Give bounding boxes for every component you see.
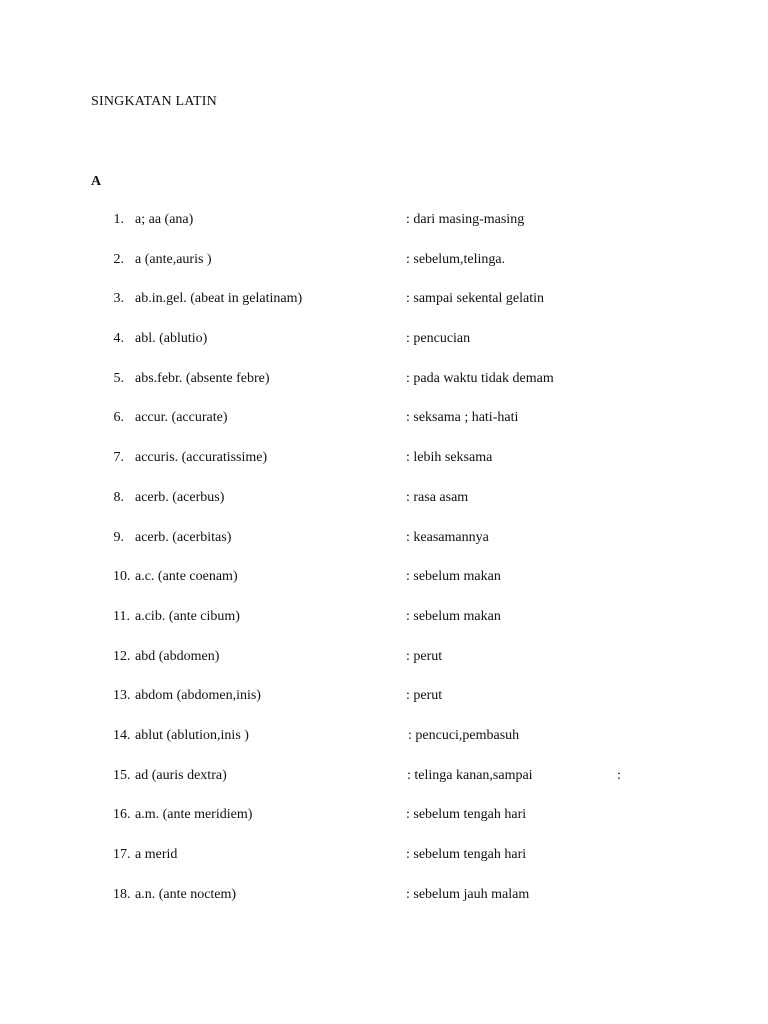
entry-meaning: : sebelum tengah hari: [406, 847, 527, 862]
entry-meaning: : pencuci,pembasuh: [408, 727, 520, 743]
entry-meaning: : pada waktu tidak demam: [406, 370, 554, 386]
entry-meaning: : sebelum jauh malam: [406, 886, 530, 902]
entry-number: 15.: [113, 767, 131, 783]
list-item: [0, 450, 768, 490]
entry-meaning: : rasa asam: [406, 489, 469, 505]
list-item: [0, 847, 768, 887]
entry-number: 17.: [113, 847, 131, 862]
entry-term: a.m. (ante meridiem): [135, 807, 253, 823]
stray-colon: :: [617, 767, 621, 783]
section-heading: A: [91, 174, 102, 189]
entry-term: accuris. (accuratissime): [135, 450, 268, 466]
list-item: [0, 728, 768, 768]
entry-number: 13.: [113, 688, 131, 704]
entry-number: 12.: [113, 648, 131, 664]
abbreviation-list: [0, 212, 768, 926]
entry-term: ad (auris dextra): [135, 767, 227, 783]
list-item: [0, 530, 768, 570]
list-item: [0, 252, 768, 292]
entry-meaning: : perut: [406, 648, 443, 664]
entry-term: accur. (accurate): [135, 410, 228, 426]
entry-meaning: : sebelum tengah hari: [406, 807, 527, 823]
list-item: [0, 490, 768, 530]
entry-meaning: : sampai sekental gelatin: [406, 291, 545, 307]
entry-term: ab.in.gel. (abeat in gelatinam): [135, 291, 303, 307]
entry-term: a merid: [135, 847, 178, 862]
list-item: [0, 371, 768, 411]
entry-number: 5.: [113, 370, 124, 386]
entry-number: 16.: [113, 807, 131, 823]
entry-term: acerb. (acerbus): [135, 489, 225, 505]
entry-meaning: : seksama ; hati-hati: [406, 410, 519, 426]
entry-meaning: : pencucian: [406, 331, 471, 347]
entry-number: 10.: [113, 569, 131, 585]
entry-term: abl. (ablutio): [135, 331, 208, 347]
entry-meaning: : perut: [406, 688, 443, 704]
list-item: [0, 887, 768, 927]
list-item: [0, 569, 768, 609]
entry-meaning: : keasamannya: [406, 529, 489, 545]
list-item: [0, 410, 768, 450]
entry-term: a.n. (ante noctem): [135, 886, 237, 902]
entry-term: a.c. (ante coenam): [135, 569, 238, 585]
entry-number: 4.: [113, 331, 124, 347]
list-item: [0, 807, 768, 847]
entry-number: 6.: [113, 410, 124, 426]
entry-term: a; aa (ana): [135, 212, 194, 227]
entry-term: acerb. (acerbitas): [135, 529, 232, 545]
list-item: [0, 649, 768, 689]
entry-meaning: : sebelum makan: [406, 569, 501, 585]
entry-meaning: : telinga kanan,sampai: [407, 767, 533, 783]
entry-number: 14.: [113, 727, 131, 743]
entry-number: 1.: [113, 212, 124, 227]
list-item: [0, 768, 768, 808]
document-title: SINGKATAN LATIN: [91, 94, 217, 109]
entry-term: abs.febr. (absente febre): [135, 370, 270, 386]
list-item: [0, 212, 768, 252]
list-item: [0, 291, 768, 331]
entry-number: 3.: [113, 291, 124, 307]
entry-term: abd (abdomen): [135, 648, 220, 664]
entry-term: abdom (abdomen,inis): [135, 688, 261, 704]
entry-meaning: : sebelum,telinga.: [406, 251, 506, 267]
entry-number: 7.: [113, 450, 124, 466]
entry-term: ablut (ablution,inis ): [135, 727, 249, 743]
entry-number: 8.: [113, 489, 124, 505]
list-item: [0, 688, 768, 728]
entry-term: a (ante,auris ): [135, 251, 212, 267]
entry-number: 2.: [113, 251, 124, 267]
entry-meaning: : lebih seksama: [406, 450, 493, 466]
list-item: [0, 609, 768, 649]
entry-number: 11.: [113, 608, 130, 624]
list-item: [0, 331, 768, 371]
entry-number: 18.: [113, 886, 131, 902]
entry-meaning: : sebelum makan: [406, 608, 501, 624]
entry-meaning: : dari masing-masing: [406, 212, 525, 227]
entry-number: 9.: [113, 529, 124, 545]
entry-term: a.cib. (ante cibum): [135, 608, 240, 624]
